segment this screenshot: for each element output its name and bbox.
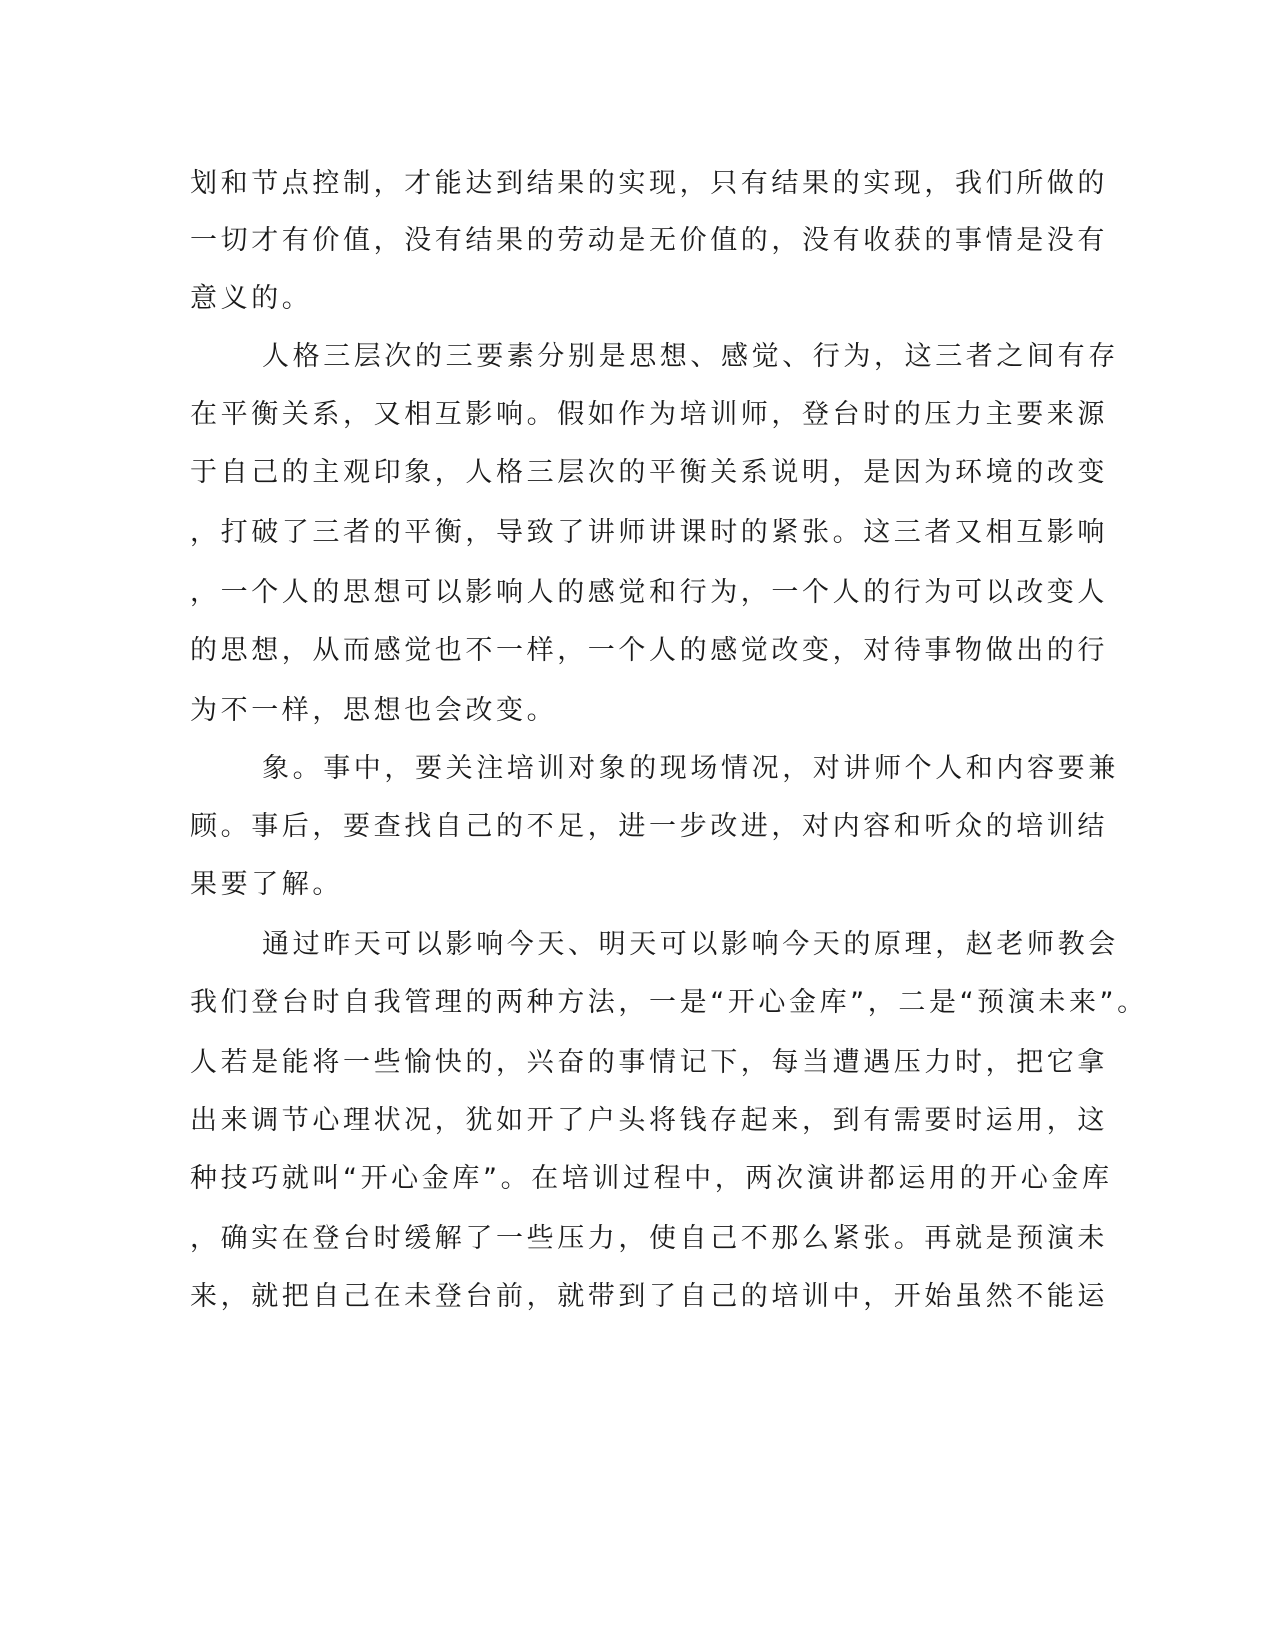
text-line: ，一个人的思想可以影响人的感觉和行为，一个人的行为可以改变人 xyxy=(190,577,1108,608)
text-line: 出来调节心理状况，犹如开了户头将钱存起来，到有需要时运用，这 xyxy=(190,1105,1108,1136)
text-line: 我们登台时自我管理的两种方法，一是“开心金库”，二是“预演未来”。 xyxy=(190,987,1148,1018)
text-line: 来，就把自己在未登台前，就带到了自己的培训中，开始虽然不能运 xyxy=(190,1281,1108,1312)
text-line: 划和节点控制，才能达到结果的实现，只有结果的实现，我们所做的 xyxy=(190,168,1108,199)
text-line: 于自己的主观印象，人格三层次的平衡关系说明，是因为环境的改变 xyxy=(190,457,1108,488)
text-line: 顾。事后，要查找自己的不足，进一步改进，对内容和听众的培训结 xyxy=(190,811,1108,842)
text-line: 意义的。 xyxy=(190,283,313,314)
text-line: ，确实在登台时缓解了一些压力，使自己不那么紧张。再就是预演未 xyxy=(190,1223,1108,1254)
text-line: 象。事中，要关注培训对象的现场情况，对讲师个人和内容要兼 xyxy=(262,753,1119,784)
text-line: 一切才有价值，没有结果的劳动是无价值的，没有收获的事情是没有 xyxy=(190,225,1108,256)
text-line: 果要了解。 xyxy=(190,869,343,900)
text-line: 在平衡关系，又相互影响。假如作为培训师，登台时的压力主要来源 xyxy=(190,399,1108,430)
text-line: 的思想，从而感觉也不一样，一个人的感觉改变，对待事物做出的行 xyxy=(190,635,1108,666)
text-line: 人格三层次的三要素分别是思想、感觉、行为，这三者之间有存 xyxy=(262,341,1119,372)
text-line: ，打破了三者的平衡，导致了讲师讲课时的紧张。这三者又相互影响 xyxy=(190,517,1108,548)
text-line: 为不一样，思想也会改变。 xyxy=(190,695,558,726)
text-line: 人若是能将一些愉快的，兴奋的事情记下，每当遭遇压力时，把它拿 xyxy=(190,1047,1108,1078)
text-line: 通过昨天可以影响今天、明天可以影响今天的原理，赵老师教会 xyxy=(262,929,1119,960)
text-line: 种技巧就叫“开心金库”。在培训过程中，两次演讲都运用的开心金库 xyxy=(190,1163,1113,1194)
